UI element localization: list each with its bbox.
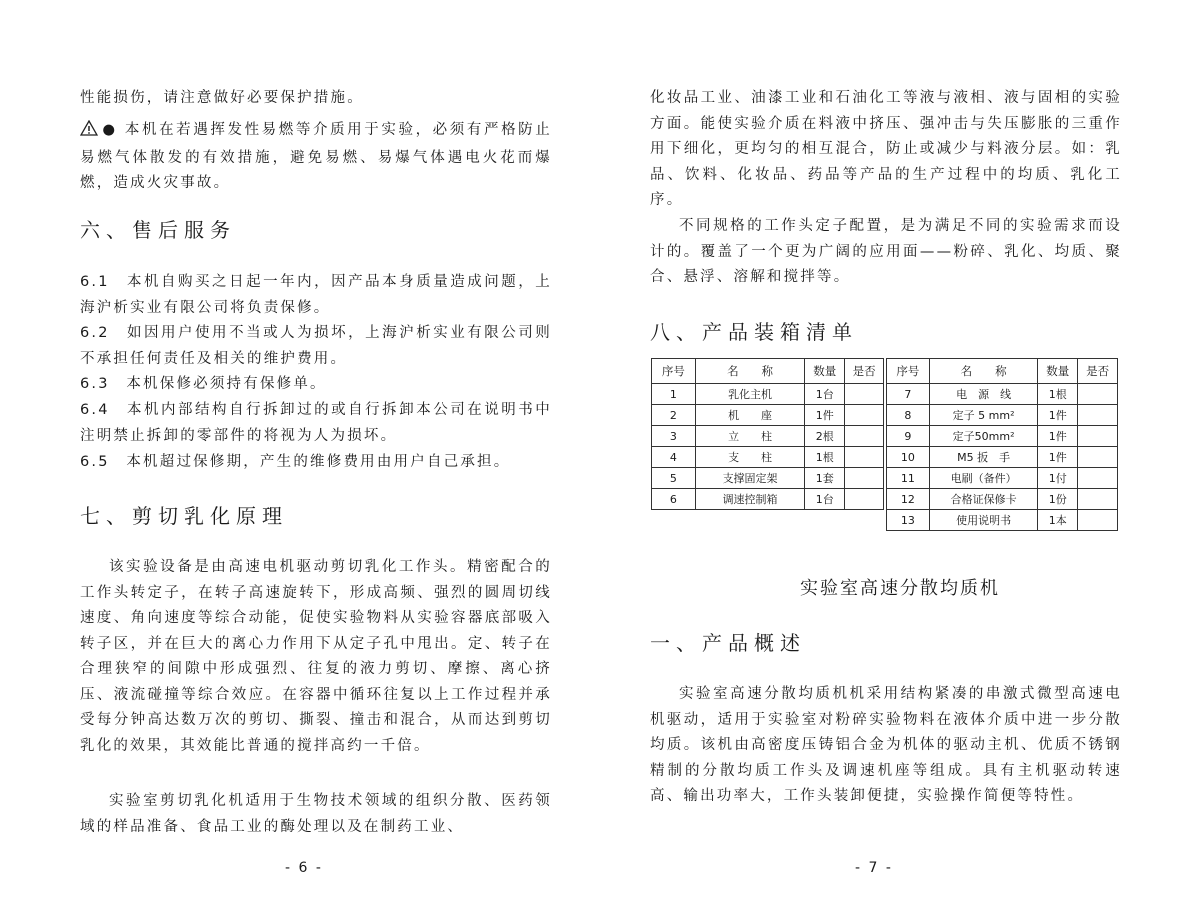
row-qty: 1件 [805, 405, 845, 426]
row-name: 立 柱 [695, 426, 805, 447]
row-qty: 1台 [805, 384, 845, 405]
row-qty: 1台 [805, 489, 845, 510]
section-7-heading: 七、剪切乳化原理 [80, 504, 288, 528]
row-name: M5 扳 手 [929, 447, 1038, 468]
row-name: 支 柱 [695, 447, 805, 468]
row-index: 4 [652, 447, 696, 468]
row-check [1078, 426, 1118, 447]
row-check [1078, 447, 1118, 468]
section-6-heading: 六、售后服务 [80, 218, 236, 242]
row-check [845, 405, 884, 426]
section-1-paragraph: 实验室高速分散均质机机采用结构紧凑的串激式微型高速电机驱动，适用于实验室对粉碎实验物料在液体介质中进一步分散均质。该机由高密度压铸铝合金为机体的驱动主机、优质不锈钢精制的分散均质工作头及调速机座等组成。具有主机驱动转速高、输出功率大，工作头装卸便捷，实验操作简便等特性。 [650, 686, 1122, 804]
row-index: 9 [887, 426, 930, 447]
row-index: 7 [887, 384, 930, 405]
table-row [652, 426, 884, 447]
row-check [1078, 489, 1118, 510]
header-qty: 数量 [1038, 359, 1078, 384]
packing-list-table-left [651, 358, 884, 510]
row-index: 6 [652, 489, 696, 510]
row-index: 1 [652, 384, 696, 405]
clause-6-4: 6.4 本机内部结构自行拆卸过的或自行拆卸本公司在说明书中注明禁止拆卸的零部件的将视为人为损坏。 [80, 402, 552, 444]
header-index: 序号 [652, 359, 696, 384]
table-row [652, 468, 884, 489]
table-row [887, 405, 1118, 426]
header-name: 名 称 [929, 359, 1038, 384]
right-page [600, 0, 1200, 922]
row-index: 5 [652, 468, 696, 489]
table-row [652, 384, 884, 405]
row-index: 2 [652, 405, 696, 426]
row-name: 支撑固定架 [695, 468, 805, 489]
row-qty: 1份 [1038, 489, 1078, 510]
row-name: 电刷（备件） [929, 468, 1038, 489]
row-check [1078, 405, 1118, 426]
page-number: - 7 - [855, 860, 893, 876]
row-name: 调速控制箱 [695, 489, 805, 510]
row-check [845, 447, 884, 468]
row-index: 3 [652, 426, 696, 447]
header-check: 是否 [1078, 359, 1118, 384]
section-1-heading: 一、产品概述 [650, 631, 806, 655]
row-index: 8 [887, 405, 930, 426]
table-row [887, 447, 1118, 468]
table-row [887, 384, 1118, 405]
row-index: 12 [887, 489, 930, 510]
row-name: 合格证保修卡 [929, 489, 1038, 510]
table-row [887, 468, 1118, 489]
row-qty: 1本 [1038, 510, 1078, 531]
row-index: 13 [887, 510, 930, 531]
row-qty: 1付 [1038, 468, 1078, 489]
clause-6-2: 6.2 如因用户使用不当或人为损坏，上海沪析实业有限公司则不承担任何责任及相关的维护费用。 [80, 325, 552, 367]
row-qty: 2根 [805, 426, 845, 447]
row-check [845, 426, 884, 447]
packing-list-table-right [886, 358, 1118, 531]
paragraph-stator-config: 不同规格的工作头定子配置，是为满足不同的实验需求而设计的。覆盖了一个更为广阔的应用面——粉碎、乳化、均质、聚合、悬浮、溶解和搅拌等。 [650, 218, 1122, 285]
warning-triangle-icon [80, 120, 98, 146]
table-row [887, 426, 1118, 447]
table-row [887, 510, 1118, 531]
warning-text: ● 本机在若遇挥发性易燃等介质用于实验，必须有严格防止易燃气体散发的有效措施，避免易燃、易爆气体遇电火花而爆燃，造成火灾事故。 [80, 122, 552, 191]
row-check [845, 468, 884, 489]
paragraph-top: 性能损伤，请注意做好必要保护措施。 [80, 90, 364, 106]
row-name: 电 源 线 [929, 384, 1038, 405]
row-qty: 1件 [1038, 426, 1078, 447]
table-row [652, 489, 884, 510]
table-row [887, 489, 1118, 510]
clause-6-3: 6.3 本机保修必须持有保修单。 [80, 376, 327, 392]
clause-6-5: 6.5 本机超过保修期，产生的维修费用由用户自己承担。 [80, 454, 511, 470]
row-index: 10 [887, 447, 930, 468]
row-check [1078, 384, 1118, 405]
product-title: 实验室高速分散均质机 [800, 578, 1000, 599]
row-qty: 1件 [1038, 447, 1078, 468]
clause-6-1: 6.1 本机自购买之日起一年内，因产品本身质量造成问题，上海沪析实业有限公司将负责保修。 [80, 274, 552, 316]
page-number: - 6 - [285, 860, 323, 876]
header-check: 是否 [845, 359, 884, 384]
header-qty: 数量 [805, 359, 845, 384]
header-index: 序号 [887, 359, 930, 384]
row-name: 定子 5 mm² [929, 405, 1038, 426]
section-7-paragraph-2: 实验室剪切乳化机适用于生物技术领域的组织分散、医药领域的样品准备、食品工业的酶处理以及在制药工业、 [80, 793, 552, 835]
row-check [845, 489, 884, 510]
section-7-paragraph-1: 该实验设备是由高速电机驱动剪切乳化工作头。精密配合的工作头转定子，在转子高速旋转下，形成高频、强烈的圆周切线速度、角向速度等综合动能，促使实验物料从实验容器底部吸入转子区，并在巨大的离心力作用下从定子孔中甩出。定、转子在合理狭窄的间隙中形成强烈、往复的液力剪切、摩擦、离心挤压、液流碰撞等综合效应。在容器中循环往复以上工作过程并承受每分钟高达数万次的剪切、撕裂、撞击和混合，从而达到剪切乳化的效果，其效能比普通的搅拌高约一千倍。 [80, 559, 552, 754]
table-row [652, 447, 884, 468]
row-check [1078, 510, 1118, 531]
paragraph-continued: 化妆品工业、油漆工业和石油化工等液与液相、液与固相的实验方面。能使实验介质在料液中挤压、强冲击与失压膨胀的三重作用下细化，更均匀的相互混合，防止或减少与料液分层。如：乳品、饮料、化妆品、药品等产品的生产过程中的均质、乳化工序。 [650, 90, 1122, 208]
row-index: 11 [887, 468, 930, 489]
table-row [652, 405, 884, 426]
header-name: 名 称 [695, 359, 805, 384]
row-qty: 1根 [1038, 384, 1078, 405]
section-8-heading: 八、产品装箱清单 [650, 320, 858, 344]
row-check [1078, 468, 1118, 489]
row-name: 使用说明书 [929, 510, 1038, 531]
row-name: 机 座 [695, 405, 805, 426]
row-qty: 1件 [1038, 405, 1078, 426]
row-name: 乳化主机 [695, 384, 805, 405]
row-qty: 1根 [805, 447, 845, 468]
row-qty: 1套 [805, 468, 845, 489]
warning-paragraph [80, 118, 552, 197]
row-check [845, 384, 884, 405]
row-name: 定子50mm² [929, 426, 1038, 447]
